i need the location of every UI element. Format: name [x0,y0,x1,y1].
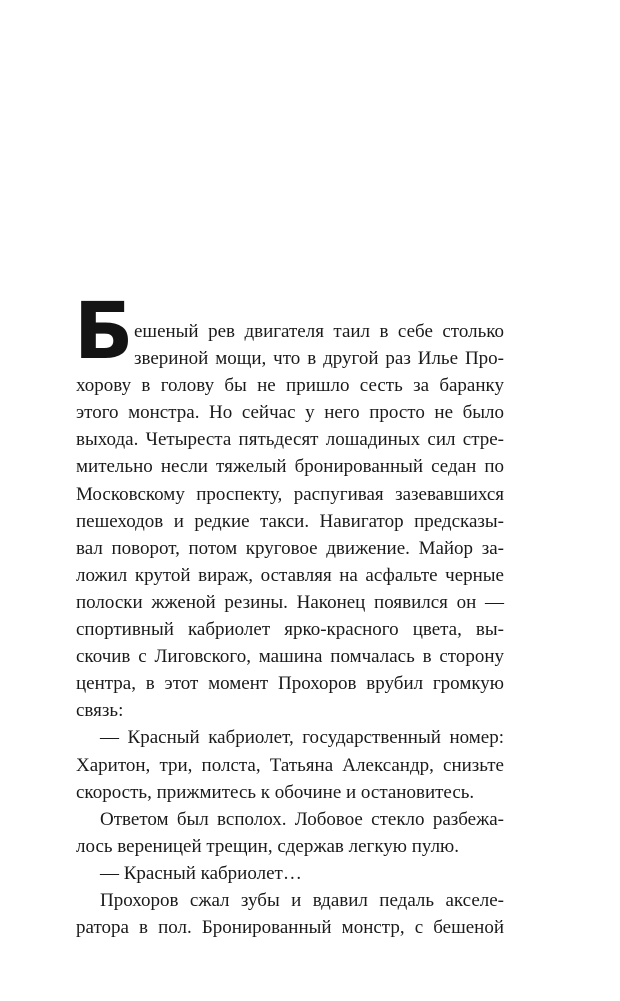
text-line: ешеный рев двигателя таил в себе столько [134,321,504,342]
text-line: — Красный кабриолет, государственный номер: [100,727,504,749]
text-line: Харитон, три, полста, Татьяна Александр, снизьте [76,754,504,776]
drop-cap-letter: Б [74,287,132,377]
text-line: пешеходов и редкие такси. Навигатор предсказы- [76,510,504,532]
text-line: скочив с Лиговского, машина помчалась в сторону [76,646,504,668]
text-line: лось вереницей трещин, сдержав легкую пулю. [76,835,460,857]
text-line: Прохоров сжал зубы и вдавил педаль акселе- [100,889,504,911]
paragraph-text [76,318,504,941]
text-line: мительно несли тяжелый бронированный седан по [76,456,504,478]
text-line: Московскому проспекту, распугивая зазевавшихся [76,483,504,505]
text-line: — Красный кабриолет… [100,862,302,884]
text-line: вал поворот, потом круговое движение. Майор за- [76,537,504,559]
text-line: ратора в пол. Бронированный монстр, с бешеной [76,917,504,939]
text-line: Ответом был всполох. Лобовое стекло разбежа- [100,808,504,830]
text-line: хорову в голову бы не пришло сесть за баранку [76,375,504,397]
text-line: скорость, прижмитесь к обочине и остановитесь. [76,781,475,803]
text-line: звериной мощи, что в другой раз Илье Про- [134,348,504,370]
text-line: ложил крутой вираж, оставляя на асфальте черные [76,564,504,586]
text-line: связь: [76,700,124,722]
text-line: полоски жженой резины. Наконец появился он — [76,591,504,613]
text-line: этого монстра. Но сейчас у него просто не было [76,402,504,424]
text-line: центра, в этот момент Прохоров врубил громкую [76,673,504,695]
text-line: выхода. Четыреста пятьдесят лошадиных сил стре- [76,429,504,451]
text-line: спортивный кабриолет ярко-красного цвета, вы- [76,619,504,641]
